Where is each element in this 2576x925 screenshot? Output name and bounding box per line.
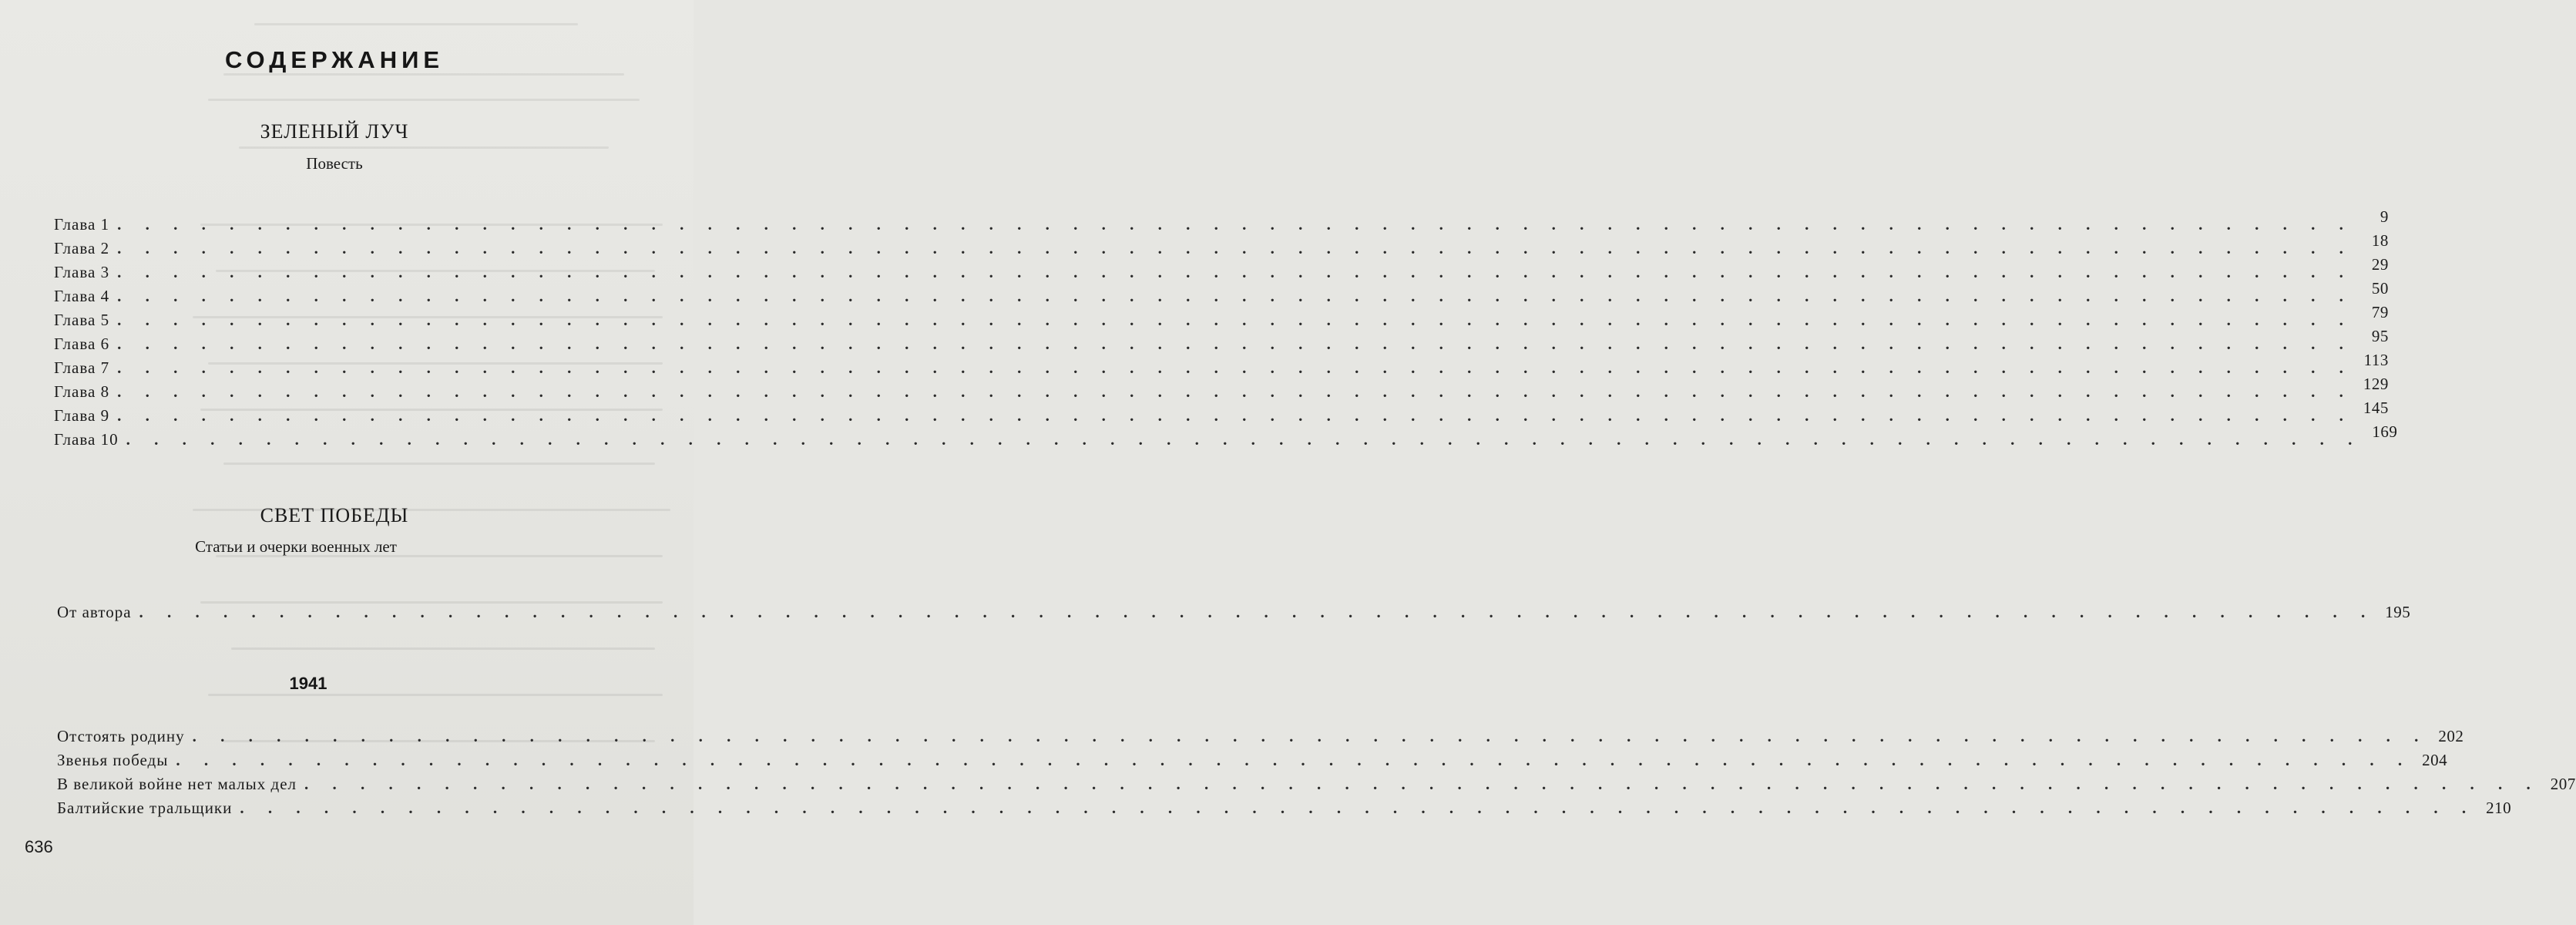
toc-leader-dots: . . . . . . . . . . . . . . . . . . . . . . . . . . . . . . . . . . . . . . . . . . . . . . . . . . . . . . . . . . . . . . . . . . . . . . . . . . . . . . . .	[117, 215, 2353, 234]
toc-entry	[57, 745, 2448, 769]
toc-leader-dots: . . . . . . . . . . . . . . . . . . . . . . . . . . . . . . . . . . . . . . . . . . . . . . . . . . . . . . . . . . . . . . . . . . . . . . . . . . . . . . . .	[304, 775, 2541, 793]
toc-entry-page: 50	[2371, 279, 2389, 298]
part1-toc-list	[54, 207, 2398, 449]
year-heading: 1941	[289, 674, 327, 693]
part2-title: СВЕТ ПОБЕДЫ	[260, 504, 409, 526]
toc-entry-page: 95	[2371, 327, 2389, 345]
toc-entry	[57, 769, 2576, 793]
toc-entry-title: От автора	[57, 603, 132, 621]
toc-leader-dots: . . . . . . . . . . . . . . . . . . . . . . . . . . . . . . . . . . . . . . . . . . . . . . . . . . . . . . . . . . . . . . . . . . . . . . . . . . . . . . . .	[117, 239, 2353, 257]
toc-entry	[54, 375, 2389, 401]
toc-entry-title: Глава 4	[54, 287, 110, 305]
toc-leader-dots: . . . . . . . . . . . . . . . . . . . . . . . . . . . . . . . . . . . . . . . . . . . . . . . . . . . . . . . . . . . . . . . . . . . . . . . . . . . . . . . .	[126, 430, 2363, 449]
toc-leader-dots: . . . . . . . . . . . . . . . . . . . . . . . . . . . . . . . . . . . . . . . . . . . . . . . . . . . . . . . . . . . . . . . . . . . . . . . . . . . . . . . .	[117, 287, 2353, 305]
toc-entry-page: 9	[2380, 207, 2389, 226]
toc-entry	[54, 255, 2389, 281]
toc-entry	[57, 597, 2411, 621]
toc-entry	[54, 207, 2389, 234]
part2-subtitle: Статьи и очерки военных лет	[195, 537, 397, 556]
part1-title: ЗЕЛЕНЫЙ ЛУЧ	[260, 120, 409, 143]
part2-toc-list	[57, 722, 2576, 817]
toc-entry-page: 145	[2363, 399, 2389, 417]
toc-entry-page: 207	[2550, 775, 2576, 793]
toc-entry-title: Глава 7	[54, 358, 110, 377]
toc-entry	[57, 793, 2512, 817]
toc-entry-page: 129	[2363, 375, 2389, 393]
toc-entry-title: В великой войне нет малых дел	[57, 775, 297, 793]
toc-entry-title: Глава 10	[54, 430, 119, 449]
toc-entry-page: 79	[2371, 303, 2389, 321]
toc-entry	[54, 231, 2389, 257]
toc-leader-dots: . . . . . . . . . . . . . . . . . . . . . . . . . . . . . . . . . . . . . . . . . . . . . . . . . . . . . . . . . . . . . . . . . . . . . . . . . . . . . . . .	[139, 603, 2376, 621]
toc-entry	[54, 422, 2398, 449]
toc-entry-title: Глава 6	[54, 335, 110, 353]
toc-entry-title: Глава 8	[54, 382, 110, 401]
toc-leader-dots: . . . . . . . . . . . . . . . . . . . . . . . . . . . . . . . . . . . . . . . . . . . . . . . . . . . . . . . . . . . . . . . . . . . . . . . . . . . . . . . .	[192, 727, 2429, 745]
toc-leader-dots: . . . . . . . . . . . . . . . . . . . . . . . . . . . . . . . . . . . . . . . . . . . . . . . . . . . . . . . . . . . . . . . . . . . . . . . . . . . . . . . .	[117, 263, 2353, 281]
toc-entry-page: 204	[2422, 751, 2448, 769]
contents-heading: СОДЕРЖАНИЕ	[224, 46, 445, 73]
toc-entry-page: 113	[2363, 351, 2389, 369]
toc-entry	[54, 351, 2389, 377]
toc-entry	[54, 327, 2389, 353]
toc-leader-dots: . . . . . . . . . . . . . . . . . . . . . . . . . . . . . . . . . . . . . . . . . . . . . . . . . . . . . . . . . . . . . . . . . . . . . . . . . . . . . . . .	[117, 406, 2353, 425]
toc-entry-page: 210	[2486, 799, 2512, 817]
toc-entry-page: 169	[2372, 422, 2398, 441]
toc-entry-title: Глава 1	[54, 215, 110, 234]
toc-entry-title: Глава 3	[54, 263, 110, 281]
toc-entry-title: Глава 9	[54, 406, 110, 425]
part1-subtitle: Повесть	[306, 154, 363, 173]
toc-entry	[54, 399, 2389, 425]
toc-entry	[54, 279, 2389, 305]
toc-entry	[57, 722, 2464, 745]
toc-entry-title: Отстоять родину	[57, 727, 185, 745]
toc-leader-dots: . . . . . . . . . . . . . . . . . . . . . . . . . . . . . . . . . . . . . . . . . . . . . . . . . . . . . . . . . . . . . . . . . . . . . . . . . . . . . . . .	[117, 358, 2353, 377]
toc-leader-dots: . . . . . . . . . . . . . . . . . . . . . . . . . . . . . . . . . . . . . . . . . . . . . . . . . . . . . . . . . . . . . . . . . . . . . . . . . . . . . . . .	[240, 799, 2477, 817]
toc-entry-title: Звенья победы	[57, 751, 169, 769]
toc-leader-dots: . . . . . . . . . . . . . . . . . . . . . . . . . . . . . . . . . . . . . . . . . . . . . . . . . . . . . . . . . . . . . . . . . . . . . . . . . . . . . . . .	[117, 335, 2353, 353]
toc-entry-page: 195	[2385, 603, 2411, 621]
toc-leader-dots: . . . . . . . . . . . . . . . . . . . . . . . . . . . . . . . . . . . . . . . . . . . . . . . . . . . . . . . . . . . . . . . . . . . . . . . . . . . . . . . .	[117, 311, 2353, 329]
part2-intro-toc-list	[57, 597, 2411, 621]
toc-leader-dots: . . . . . . . . . . . . . . . . . . . . . . . . . . . . . . . . . . . . . . . . . . . . . . . . . . . . . . . . . . . . . . . . . . . . . . . . . . . . . . . .	[117, 382, 2353, 401]
toc-entry-page: 202	[2438, 727, 2464, 745]
page-number: 636	[25, 837, 53, 856]
toc-entry-page: 18	[2371, 231, 2389, 250]
toc-entry-page: 29	[2371, 255, 2389, 274]
toc-entry-title: Глава 5	[54, 311, 110, 329]
toc-entry-title: Балтийские тральщики	[57, 799, 233, 817]
toc-entry	[54, 303, 2389, 329]
toc-leader-dots: . . . . . . . . . . . . . . . . . . . . . . . . . . . . . . . . . . . . . . . . . . . . . . . . . . . . . . . . . . . . . . . . . . . . . . . . . . . . . . . .	[176, 751, 2413, 769]
toc-entry-title: Глава 2	[54, 239, 110, 257]
